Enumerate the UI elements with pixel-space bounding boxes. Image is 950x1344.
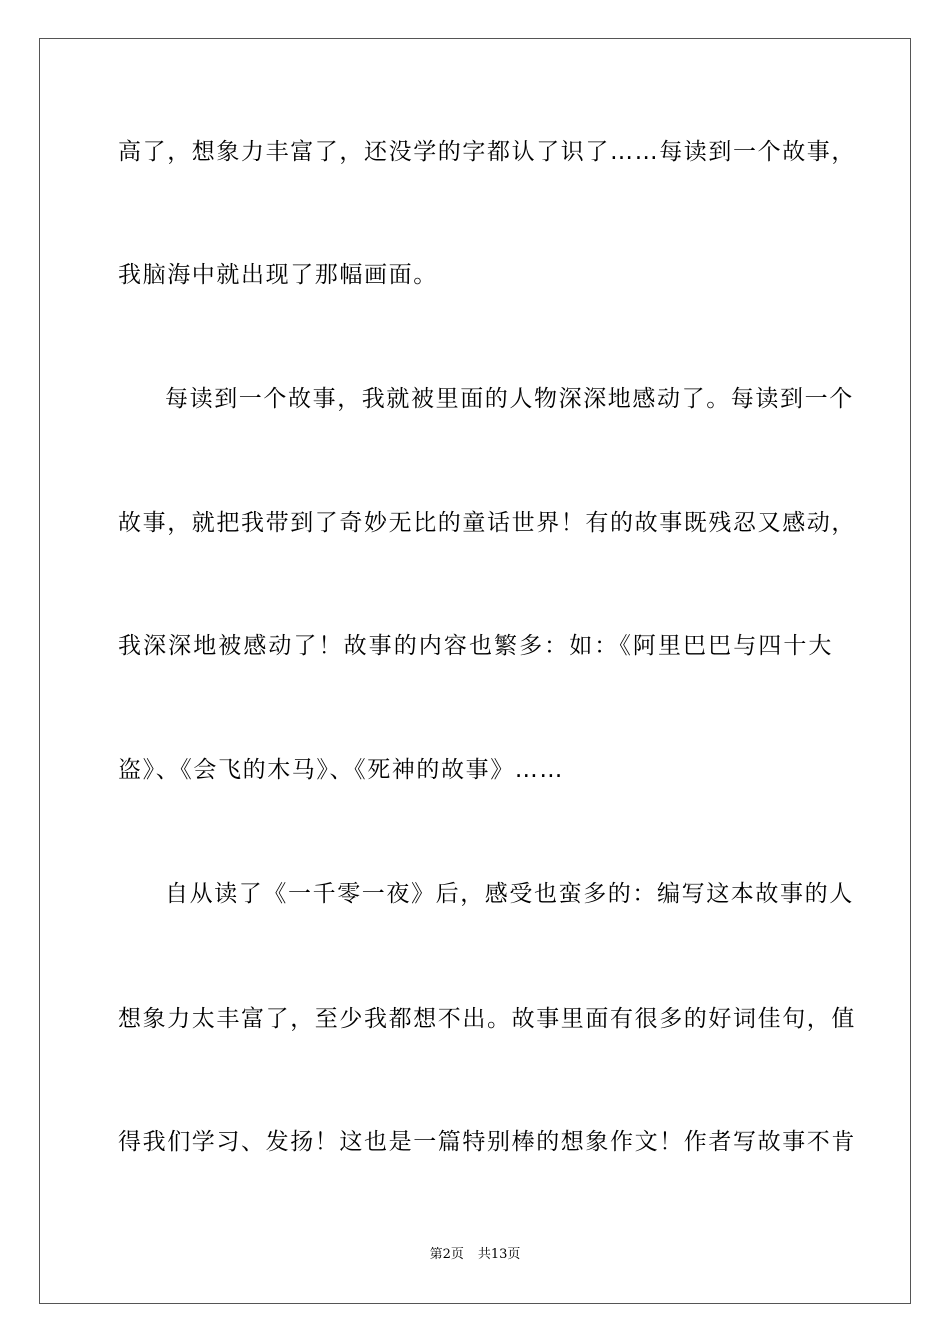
- text-line: 我深深地被感动了！故事的内容也繁多：如：《阿里巴巴与四十大: [118, 633, 833, 659]
- paragraph-start-line: 自从读了《一千零一夜》后，感受也蛮多的：编写这本故事的人: [165, 881, 854, 907]
- text-line: 盗》、《会飞的木马》、《死神的故事》……: [118, 757, 564, 783]
- page-number: 第2页: [429, 1247, 464, 1262]
- page-total: 共13页: [477, 1247, 521, 1262]
- text-line: 故事，就把我带到了奇妙无比的童话世界！有的故事既残忍又感动，: [118, 510, 856, 536]
- text-line: 我脑海中就出现了那幅画面。: [118, 262, 438, 288]
- page-footer: [0, 1246, 950, 1264]
- paragraph-start-line: 每读到一个故事，我就被里面的人物深深地感动了。每读到一个: [165, 386, 854, 412]
- text-line: 想象力太丰富了，至少我都想不出。故事里面有很多的好词佳句，值: [118, 1006, 856, 1032]
- text-line: 高了，想象力丰富了，还没学的字都认了识了……每读到一个故事，: [118, 139, 856, 165]
- text-line: 得我们学习、发扬！这也是一篇特别棒的想象作文！作者写故事不肯: [118, 1129, 856, 1155]
- page-border: [39, 38, 911, 1304]
